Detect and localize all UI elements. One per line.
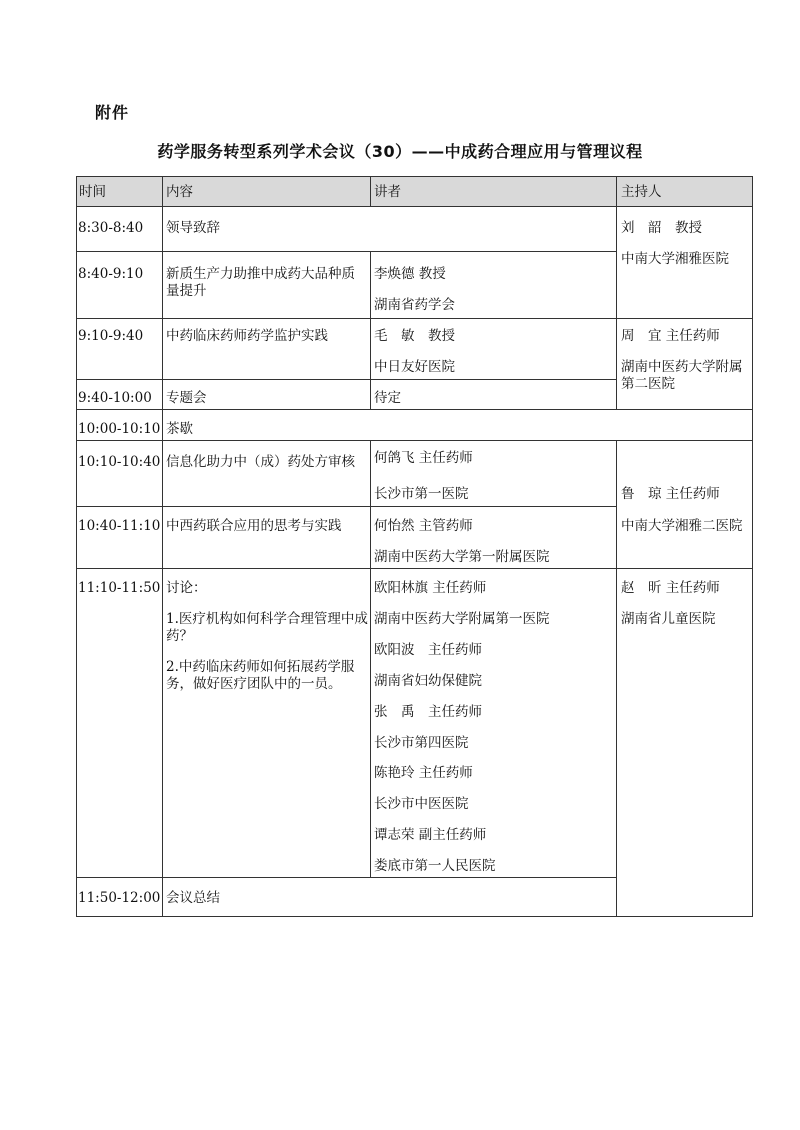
panel-speaker-1-org: 湖南中医药大学附属第一医院	[374, 611, 550, 627]
row7-content: 中西药联合应用的思考与实践	[166, 518, 342, 534]
host-3-name: 鲁 琼 主任药师	[621, 486, 720, 502]
col-line-1	[162, 176, 163, 917]
panel-speaker-4-org: 长沙市中医医院	[374, 796, 469, 812]
row-line-1	[76, 251, 617, 252]
host-1-org: 中南大学湘雅医院	[621, 251, 729, 267]
host-2-org: 湖南中医药大学附属第二医院	[621, 359, 743, 392]
page-title: 药学服务转型系列学术会议（30）——中成药合理应用与管理议程	[157, 142, 643, 161]
host-3-org: 中南大学湘雅二医院	[621, 518, 743, 534]
row1-content: 领导致辞	[166, 220, 220, 236]
row-line-7	[76, 568, 753, 569]
header-host: 主持人	[621, 184, 662, 200]
row-line-6	[76, 506, 617, 507]
row2-time: 8:40-9:10	[78, 266, 144, 282]
host-2-name: 周 宜 主任药师	[621, 328, 720, 344]
row8-time: 11:10-11:50	[78, 580, 161, 596]
row9-content: 会议总结	[166, 890, 220, 906]
col-line-3b	[616, 440, 617, 916]
row4-time: 9:40-10:00	[78, 390, 152, 406]
row-line-4	[76, 409, 753, 410]
panel-speaker-2-org: 湖南省妇幼保健院	[374, 673, 482, 689]
row-line-8	[76, 877, 617, 878]
discussion-item-2: 2.中药临床药师如何拓展药学服务，做好医疗团队中的一员。	[166, 659, 355, 692]
border-bottom	[76, 916, 753, 917]
row3-time: 9:10-9:40	[78, 328, 144, 344]
panel-speaker-2-name: 欧阳波 主任药师	[374, 642, 482, 658]
row7-time: 10:40-11:10	[78, 518, 161, 534]
row6-content: 信息化助力中（成）药处方审核	[166, 454, 355, 470]
panel-speaker-4-name: 陈艳玲 主任药师	[374, 765, 473, 781]
row7-speaker-org: 湖南中医药大学第一附属医院	[374, 549, 550, 565]
row3-speaker-name: 毛 敏 教授	[374, 328, 455, 344]
attachment-label: 附件	[95, 103, 130, 122]
row4-speaker-name: 待定	[374, 390, 401, 406]
host-4-name: 赵 昕 主任药师	[621, 580, 720, 596]
row4-content: 专题会	[166, 390, 207, 406]
discussion-item-1: 1.医疗机构如何科学合理管理中成药？	[166, 611, 368, 644]
row1-time: 8:30-8:40	[78, 220, 144, 236]
panel-speaker-5-org: 娄底市第一人民医院	[374, 858, 496, 874]
row2-speaker-org: 湖南省药学会	[374, 297, 455, 313]
row6-time: 10:10-10:40	[78, 454, 161, 470]
col-line-2a	[370, 176, 371, 207]
header-content: 内容	[166, 184, 193, 200]
row5-content: 茶歇	[166, 421, 193, 437]
row9-time: 11:50-12:00	[78, 890, 161, 906]
row5-time: 10:00-10:10	[78, 421, 161, 437]
panel-speaker-5-name: 谭志荣 副主任药师	[374, 827, 487, 843]
row-line-2	[76, 318, 753, 319]
host-4-org: 湖南省儿童医院	[621, 611, 716, 627]
row8-content: 讨论：	[166, 580, 207, 596]
panel-speaker-1-name: 欧阳林旗 主任药师	[374, 580, 487, 596]
row6-speaker-org: 长沙市第一医院	[374, 486, 469, 502]
row3-speaker-org: 中日友好医院	[374, 359, 455, 375]
border-top	[76, 176, 753, 177]
row3-content: 中药临床药师药学监护实践	[166, 328, 328, 344]
col-line-2b	[370, 251, 371, 410]
row6-speaker-name: 何鸽飞 主任药师	[374, 450, 473, 466]
row-line-3	[76, 379, 617, 380]
row2-speaker-name: 李焕德 教授	[374, 266, 446, 282]
panel-speaker-3-name: 张 禹 主任药师	[374, 704, 482, 720]
row7-speaker-name: 何怡然 主管药师	[374, 518, 473, 534]
border-right	[752, 176, 753, 917]
header-speaker: 讲者	[374, 184, 401, 200]
border-left	[76, 176, 77, 917]
row2-content: 新质生产力助推中成药大品种质量提升	[166, 266, 355, 299]
col-line-3a	[616, 176, 617, 410]
row-line-5	[76, 440, 753, 441]
row-line-header	[76, 206, 753, 207]
panel-speaker-3-org: 长沙市第四医院	[374, 735, 469, 751]
header-time: 时间	[79, 184, 106, 200]
host-1-name: 刘 韶 教授	[621, 220, 702, 236]
